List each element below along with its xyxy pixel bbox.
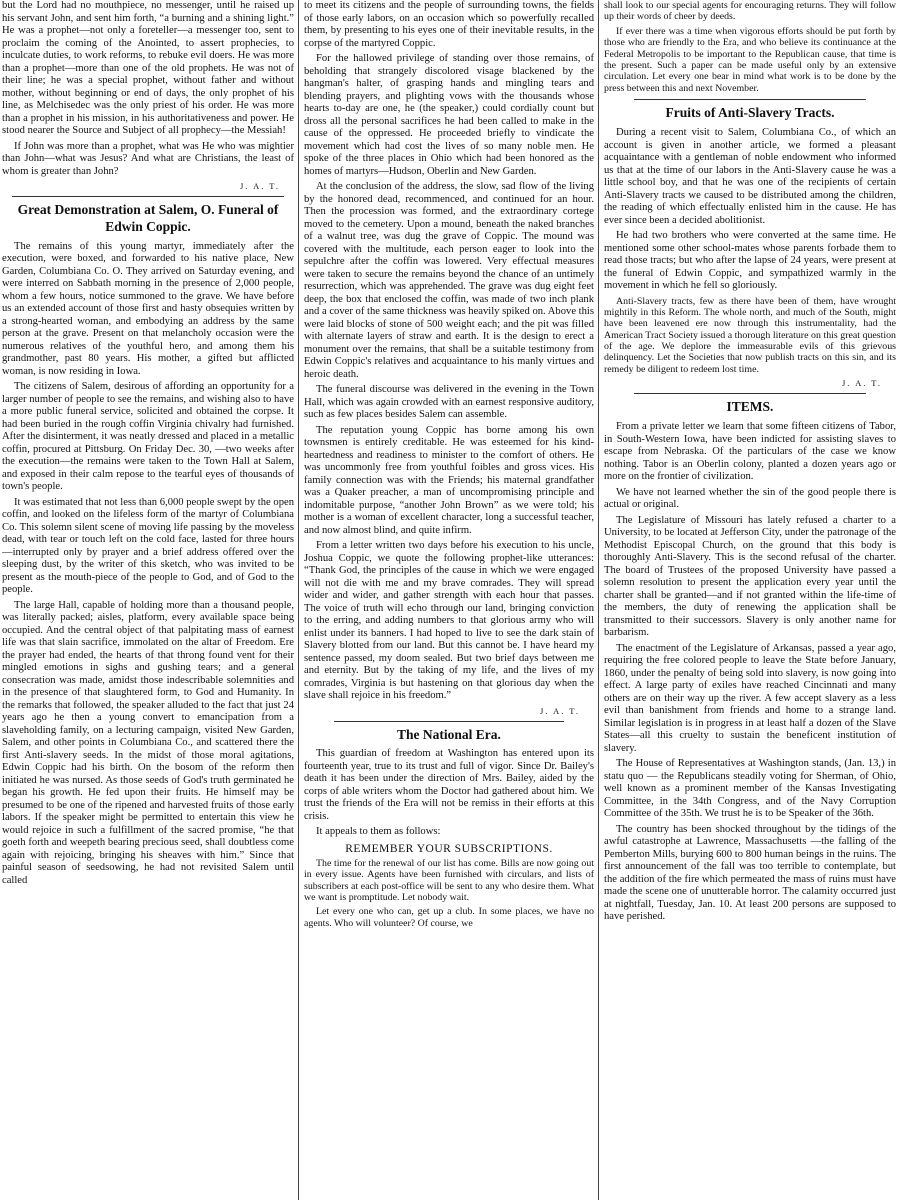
era-notice-paragraph: The time for the renewal of our list has come. Bills are now going out in every issue. Agents have been furnished with circulars, and lists of subscribers at each post-office will be sent to any who desire them. What we want is promptitude. Let nobody wait.	[304, 857, 594, 904]
tracts-small	[604, 296, 896, 376]
signature: J. A. T.	[539, 705, 580, 716]
era-paragraph: This guardian of freedom at Washington has entered upon its fourteenth year, true to its trust and full of vigor. Since Dr. Bailey's death it has been under the direction of Mrs. Bailey, aided by the corps of able writers whom the Doctor had gathered about him. We trust the friends of the Era will not be remiss in their efforts at this crisis.	[304, 748, 594, 822]
article-paragraph: to meet its citizens and the people of surrounding towns, the fields of those early labors, on an occasion which so powerfully recalled them, by presenting to his eyes one of their inevitable results, in the corpse of the martyred Coppic.	[304, 0, 594, 49]
section-divider	[634, 99, 866, 100]
items-headline: ITEMS.	[726, 399, 774, 415]
john-question: If John was more than a prophet, what was He who was mightier than John—what was Jesus? And what are Christians, the least of whom is greater than John?	[2, 140, 294, 177]
article-headline: Great Demonstration at Salem, O. Funeral of Edwin Coppic.	[17, 202, 279, 234]
item-paragraph: We have not learned whether the sin of the good people there is actual or original.	[604, 486, 896, 511]
article-paragraph: The funeral discourse was delivered in the evening in the Town Hall, which was again crowded with an earnest responsive auditory, such as few places besides Salem can assemble.	[304, 384, 594, 420]
item-paragraph: The House of Representatives at Washington stands, (Jan. 13,) in statu quo — the Republicans steadily voting for Sherman, of Ohio, well known as a prominent member of the Kansas Investigating Committee, in the 34th Congress, and of the Navy Corruption Committee of the 35th. We trust he is to be Speaker of the 36th.	[604, 758, 896, 820]
article-paragraph: At the conclusion of the address, the slow, sad flow of the living by the honored dead, recommenced, and continued for an hour. Then the procession was formed, and the extraordinary cortege moved to the cemetery. Upon a mound, beneath the naked branches of a walnut tree, was dug the grave of Coppic. The mound was covered with the multitude, each person eager to look into the sepulchre after the coffin was lowered. Very effectual measures were taken to secure the remains beyond the chance of an untimely resurrection, which was apprehended. The grave was dug eight feet deep, the box that enclosed the coffin, was made of two inch plank and a cover of the same thickness was heavily spiked on. Above this were laid blocks of stone of 500 weight each; and the pit was filled with alternate layers of straw and earth. It is the design to erect a monument over the remains, that shall be a suitable testimony from Edwin Coppic's relatives and acquaintance to his manly virtues and heroic death.	[304, 181, 594, 380]
column-rule	[598, 0, 599, 1200]
era-notice	[304, 858, 594, 929]
era-notice-paragraph: Let every one who can, get up a club. In some places, we have no agents. Who will volunteer? Of course, we	[304, 906, 594, 929]
section-divider	[12, 196, 284, 197]
john-paragraph: but the Lord had no mouthpiece, no messenger, until he raised up his servant John, and sent him forth, “a burning and a shining light.” He was a prophet—not only a foreteller—a messenger too, sent to proclaim the coming of the Anointed, to assert prophecies, to inculcate duties, to work reforms, to rebuke evil doers. He was more than a prophet—more than one of the old prophets. He was not of their line; he was a special prophet, without father and without mother, without beginning or end of days, the only prophet of his line, as Melchisedec was the only priest of his order. He was more than a prophet in his mission, in his authoritativeness and power. He stood nearer the Source and Subject of all prophecy—the Messiah!	[2, 0, 294, 136]
column-rule	[298, 0, 299, 1200]
era-notice-paragraph: If ever there was a time when vigorous efforts should be put forth by those who are friendly to the Era, and who believe its continuance at the Federal Metropolis to be important to the Republican cause, that time is the present. Such a paper can be made useful only by an extensive circulation. Let every one bear in mind what work is to be done by the press between this and next November.	[604, 25, 896, 94]
tracts-headline: Fruits of Anti-Slavery Tracts.	[665, 105, 835, 121]
section-divider	[634, 393, 866, 394]
article-paragraph: The citizens of Salem, desirous of affording an opportunity for a larger number of people to see the remains, and wishing also to have a more public funeral service, solicited and obtained the corpse. It had been buried in the rough coffin Virginia chivalry had furnished. After the disinterment, it was neatly dressed and placed in a metallic coffin, procured at Pittsburg. On Friday Dec. 30, —two weeks after the execution—the remains were taken to the Town Hall at Salem, and exposed in their calm repose to the tearful eyes of thousands of town's people.	[2, 381, 294, 493]
column-right	[604, 0, 896, 1200]
era-appeal: It appeals to them as follows:	[316, 826, 441, 838]
item-paragraph: From a private letter we learn that some fifteen citizens of Tabor, in South-Western Iowa, have been indicted for assisting slaves to escape from Nebraska. Of the particulars of the case we know nothing. Tabor is an Oberlin colony, planted a dozen years ago or more on the frontier of civilization.	[604, 421, 896, 483]
era-headline: The National Era.	[397, 726, 501, 742]
article-paragraph: It was estimated that not less than 6,000 people swept by the open coffin, and looked on the lifeless form of the martyr of Columbiana Co. This solemn silent scene of moving life passing by the moveless dead, with tear or touch left on the cold face, lasted for three hours—interrupted only by prayer and a brief address offered over the sleeping dust, by the writer of this sketch, who was invited to be present as the mouth-piece of the people to God, and of God to the people.	[2, 496, 294, 596]
article-paragraph: From a letter written two days before his execution to his uncle, Joshua Coppic, we quote the following prophet-like utterances: “Thank God, the principles of the cause in which we were engaged will not die with me and my brave comrades. They will spread wider and wider, and gather strength with each hour that passes. The voice of truth will echo through our land, bringing conviction to the erring, and adding numbers to that glorious army who will enlist under its banners. I had hoped to live to see the dark stain of Slavery blotted from our land. But this cannot be. I have heard my sentence passed, my doom sealed. But two brief days between me and eternity. But by the taking of my life, and the lives of my comrades, Virginia is but hastening on that glorious day when the slave shall rejoice in his freedom.”	[304, 540, 594, 701]
column-middle	[304, 0, 594, 1200]
era-notice-paragraph: shall look to our special agents for encouraging returns. They will follow up their words of cheer by deeds.	[604, 0, 896, 23]
item-paragraph: The enactment of the Legislature of Arkansas, passed a year ago, requiring the free colored people to leave the State before January, 1860, under the penalty of being sold into slavery, is now going into effect. A large party of exiles have reached Cincinnati and many others are on their way up the river. A few accept slavery as a less evil than banishment from friends and home to a strange land. Similar legislation is in progress in at least half a dozen of the Slave States—all this cruelty to sustain the beneficent institution of slavery.	[604, 642, 896, 754]
signature: J. A. T.	[239, 181, 280, 191]
article-paragraph: The reputation young Coppic has borne among his own townsmen is entirely creditable. He was esteemed for his kind-heartedness and readiness to minister to the comfort of others. He was uncommonly free from youthful foibles and gross vices. His family connection was with the Friends; his maternal grandfather was a Quaker preacher, a man of uncompromising principle and indomitable purpose, “another John Brown” as we were told; his mother is a woman of excellent character, long a successful teacher, and now almost blind, and quite infirm.	[304, 424, 594, 536]
article-paragraph: For the hallowed privilege of standing over those remains, of beholding that strangely discolored visage blackened by the hangman's halter, of grasping hands and mingling tears and blending prayers, and plighting vows with the thousands whose hearts to-day are one, he (the speaker,) could cordially count but dross all the personal sacrifices he had been called to make in the cause of the oppressed. He proceeded briefly to vindicate the movement which had cost the lives of so many noble men. He spoke of the three places in Ohio which had been honored as the homes of martyrs—Hudson, Oberlin and New Garden.	[304, 53, 594, 177]
tracts-paragraph: During a recent visit to Salem, Columbiana Co., of which an account is given in another article, we formed a pleasant acquaintance with a gentleman of noble endowment who informed us that at the time of our labors in the Anti-Slavery cause he was a little school boy, and that he was one of the recipients of certain Anti-Slavery tracts we caused to be distributed among the children, the reading of which effectually enlisted him in the cause. He has ever since been a decided abolitionist.	[604, 127, 896, 226]
article-paragraph: The remains of this young martyr, immediately after the execution, were boxed, and forwarded to his native place, New Garden, Columbiana Co. O. They arrived on Saturday evening, and were interred on Sabbath morning in the presence of 2,000 people, whom a few hours, notice summoned to the grave. We have before us an extended account of those first and hasty obsequies written by a strong-hearted woman, and embodying an address by the same person at the grave. Present on that melancholy occasion were the numerous relatives of the youthful hero, and among them his grandmother, past 80 years. His mother, a gifted but afflicted woman, is now residing in Iowa.	[2, 240, 294, 377]
article-paragraph: The large Hall, capable of holding more than a thousand people, was literally packed; aisles, platform, every available space being occupied. And the central object of that palpitating mass of earnest life was that slain sacrifice, immolated on the altar of Freedom. Ere the prayer had ended, the hearts of that throng found vent for their mingled emotions in sighs and gushing tears; and a general consecration was made, amidst those indescribable solemnities and in the presence of that slaughtered form, to God and Humanity. In the remarks that followed, the speaker alluded to the fact that just 24 years ago he then a young convert to emancipation from a slaveholding family, on a lecturing campaign, visited New Garden, Salem, and other points in Columbiana Co., and scattered there the first Anti-slavery seeds. In the midst of those moral agitations, Edwin Coppic had his birth. On the bosom of the reform then initiated he was nursed. As those seeds of God's truth germinated he began his growth. He fed upon their fruits. He himself may be presumed to be one of the ripened and harvested fruits of those early labors. If the speaker might be permitted to entertain this view he would rejoice in such a fulfillment of the sacred promise, “he that goeth forth and weepeth bearing precious seed, shall doubtless come again with rejoicing, bringing his sheaves with him.” Since that painful season of seedsowing, he had not revisited Salem until called	[2, 599, 294, 886]
item-paragraph: The Legislature of Missouri has lately refused a charter to a University, to be located at Jefferson City, under the patronage of the Methodist Episcopal Church, on the ground that this body is thoroughly Anti-Slavery. This is the second refusal of the charter. The board of Trustees of the proposed University have passed a solemn resolution to present the application every year until the charter shall be granted—and if not granted within the life-time of the members, the duty of renewing the application shall be transmitted to their successors. Slavery is only another name for barbarism.	[604, 514, 896, 639]
tracts-paragraph: He had two brothers who were converted at the same time. He mentioned some other school-mates whose parents forbade them to read those tracts; but who after the lapse of 24 years, were present at the funeral of Edwin Coppic, and sympathized warmly in the movement in which he fell so gloriously.	[604, 230, 896, 291]
signature: J. A. T.	[841, 378, 882, 389]
era-notice-continued	[604, 0, 896, 94]
item-paragraph: The country has been shocked throughout by the tidings of the awful catastrophe at Lawrence, Massachusetts —the falling of the Pemberton Mills, burying 600 to 800 human beings in the ruins. The first announcement of the fall was too terrible to contemplate, but the addition of the fire which permeated the mass of ruins must have made the scene one of unutterable horror. The calamity occurred just at nightfall, Tuesday, Jan. 10. At least 200 persons are supposed to have perished.	[604, 823, 896, 923]
era-subheading: REMEMBER YOUR SUBSCRIPTIONS.	[345, 842, 553, 855]
section-divider	[334, 721, 564, 722]
tracts-small-paragraph: Anti-Slavery tracts, few as there have been of them, have wrought mightily in this Reform. The whole north, and much of the South, might have been leavened ere now through this instrumentality, had the American Tract Society issued a thorough literature on this great question of the age. We deplore the immeasurable evils of this grievous delinquency. Let the Societies that now publish tracts on this sin, and its remedy be diligent to redeem lost time.	[604, 295, 896, 375]
column-left	[2, 0, 294, 1200]
